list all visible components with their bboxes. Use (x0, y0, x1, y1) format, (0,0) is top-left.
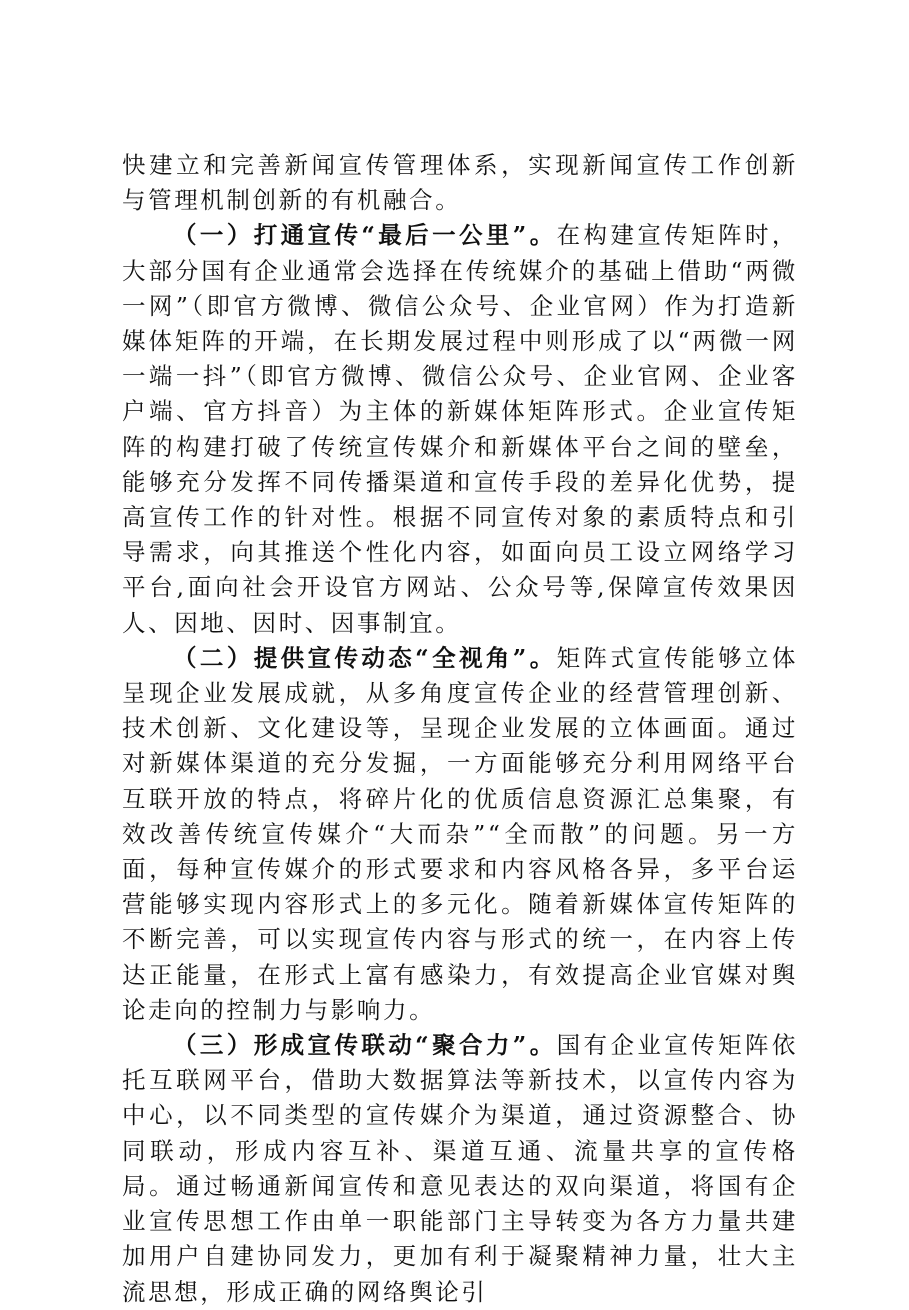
paragraph-body: 快建立和完善新闻宣传管理体系，实现新闻宣传工作创新与管理机制创新的有机融合。 (122, 151, 798, 215)
body-text (122, 148, 798, 1310)
paragraph-body: 国有企业宣传矩阵依托互联网平台，借助大数据算法等新技术，以宣传内容为中心，以不同类型的宣传媒介为渠道，通过资源整合、协同联动，形成内容互补、渠道互通、流量共享的宣传格局。通过畅通新闻宣传和意见表达的双向渠道，将国有企业宣传思想工作由单一职能部门主导转变为各方力量共建加用户自建协同发力，更加有利于凝聚精神力量，壮大主流思想，形成正确的网络舆论引 (122, 1031, 798, 1306)
section-heading: （二）提供宣传动态“全视角”。 (173, 643, 557, 672)
paragraph-body: 在构建宣传矩阵时，大部分国有企业通常会选择在传统媒介的基础上借助“两微一网”（即官方微博、微信公众号、企业官网）作为打造新媒体矩阵的开端，在长期发展过程中则形成了以“两微一网一端一抖”（即官方微博、微信公众号、企业官网、企业客户端、官方抖音）为主体的新媒体矩阵形式。企业宣传矩阵的构建打破了传统宣传媒介和新媒体平台之间的壁垒，能够充分发挥不同传播渠道和宣传手段的差异化优势，提高宣传工作的针对性。根据不同宣传对象的素质特点和引导需求，向其推送个性化内容，如面向员工设立网络学习平台,面向社会开设官方网站、公众号等,保障宣传效果因人、因地、因时、因事制宜。 (122, 221, 798, 637)
section-heading: （三）形成宣传联动“聚合力”。 (173, 1031, 557, 1060)
paragraph-body: 矩阵式宣传能够立体呈现企业发展成就，从多角度宣传企业的经营管理创新、技术创新、文化建设等，呈现企业发展的立体画面。通过对新媒体渠道的充分发掘，一方面能够充分利用网络平台互联开放的特点，将碎片化的优质信息资源汇总集聚，有效改善传统宣传媒介“大而杂”“全而散”的问题。另一方面，每种宣传媒介的形式要求和内容风格各异，多平台运营能够实现内容形式上的多元化。随着新媒体宣传矩阵的不断完善，可以实现宣传内容与形式的统一，在内容上传达正能量，在形式上富有感染力，有效提高企业官媒对舆论走向的控制力与影响力。 (122, 643, 798, 1024)
paragraph-section-1 (122, 218, 798, 640)
paragraph-section-3 (122, 1028, 798, 1310)
section-heading: （一）打通宣传“最后一公里”。 (173, 221, 557, 250)
paragraph-continuation (122, 148, 798, 218)
paragraph-section-2 (122, 641, 798, 1028)
